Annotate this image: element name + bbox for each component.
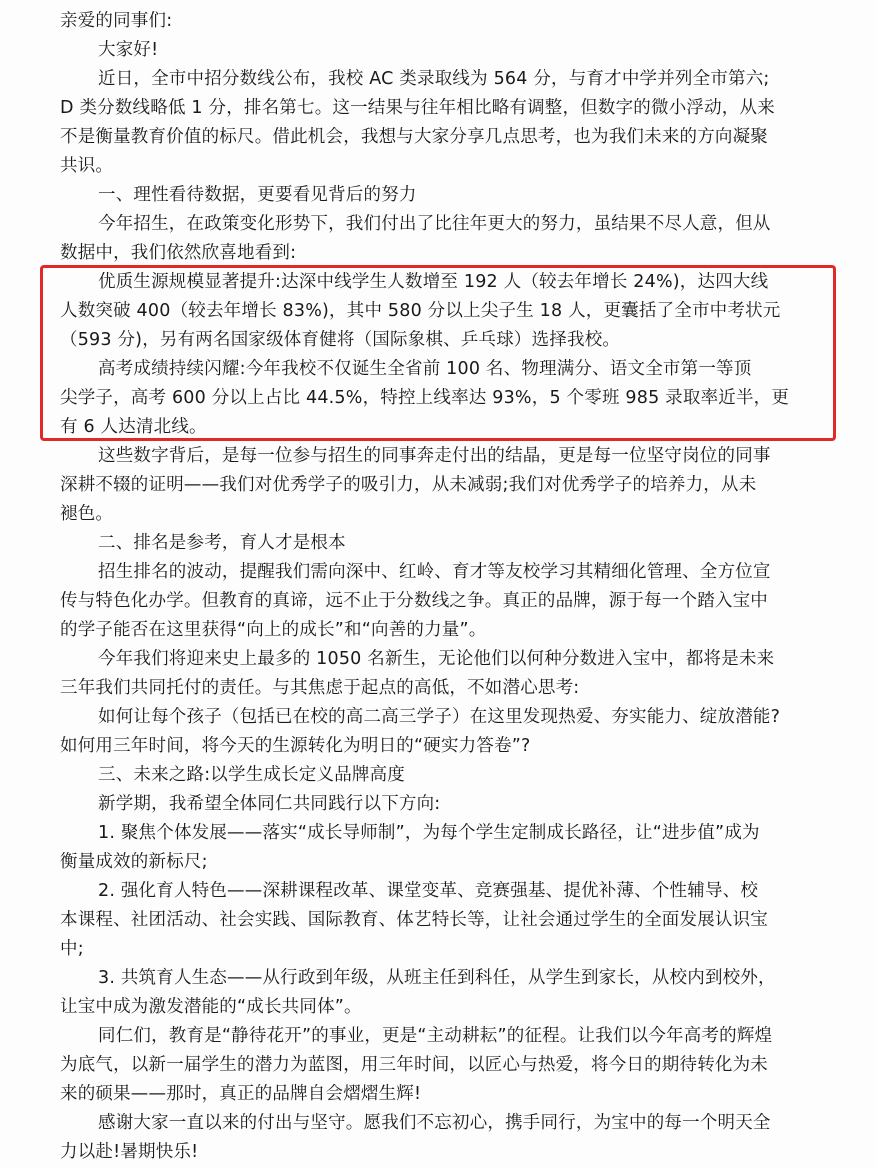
paragraph-line: 深耕不辍的证明——我们对优秀学子的吸引力，从未减弱;我们对优秀学子的培养力，从未 [60,475,757,495]
paragraph-line: 近日，全市中招分数线公布，我校 AC 类录取线为 564 分，与育才中学并列全市第六; [98,69,770,89]
paragraph-line: 来的硕果——那时，真正的品牌自会熠熠生辉! [60,1084,422,1104]
list-item-2-cont: 本课程、社团活动、社会实践、国际教育、体艺特长等，让社会通过学生的全面发展认识宝 [60,910,768,930]
section-heading-1: 一、理性看待数据，更要看见背后的努力 [98,185,417,205]
paragraph-line: 为底气，以新一届学生的潜力为蓝图，用三年时间，以匠心与热爱，将今日的期待转化为未 [60,1055,768,1075]
highlighted-line: 优质生源规模显著提升:达深中线学生人数增至 192 人（较去年增长 24%)，达四大线 [98,272,769,292]
section-heading-3: 三、未来之路:以学生成长定义品牌高度 [98,765,405,785]
paragraph-line: 传与特色化办学。但教育的真谛，远不止于分数线之争。真正的品牌，源于每一个踏入宝中 [60,591,768,611]
list-item-1-cont: 衡量成效的新标尺; [60,852,208,872]
highlighted-line: 人数突破 400（较去年增长 83%)，其中 580 分以上尖子生 18 人，更囊括了全市中考状元 [60,301,781,321]
highlighted-line: 高考成绩持续闪耀:今年我校不仅诞生全省前 100 名、物理满分、语文全市第一等顶 [98,359,752,379]
paragraph-line: 这些数字背后，是每一位参与招生的同事奔走付出的结晶，更是每一位坚守岗位的同事 [98,446,771,466]
paragraph-line: 褪色。 [60,504,114,524]
closing-line: 感谢大家一直以来的付出与坚守。愿我们不忘初心，携手同行，为宝中的每一个明天全 [98,1113,771,1133]
paragraph-line: 如何用三年时间，将今天的生源转化为明日的“硬实力答卷”? [60,736,531,756]
paragraph-line: D 类分数线略低 1 分，排名第七。这一结果与往年相比略有调整，但数字的微小浮动，从来 [60,98,775,118]
closing-line: 力以赴!暑期快乐! [60,1142,199,1162]
list-item-2-cont: 中; [60,939,84,959]
list-item-1: 1. 聚焦个体发展——落实“成长导师制”，为每个学生定制成长路径，让“进步值”成为 [98,823,760,843]
paragraph-line: 新学期，我希望全体同仁共同践行以下方向: [98,794,441,814]
list-item-3: 3. 共筑育人生态——从行政到年级，从班主任到科任，从学生到家长，从校内到校外， [98,968,776,988]
paragraph-line: 不是衡量教育价值的标尺。借此机会，我想与大家分享几点思考，也为我们未来的方向凝聚 [60,127,768,147]
paragraph-line: 的学子能否在这里获得“向上的成长”和“向善的力量”。 [60,620,487,640]
paragraph-line: 招生排名的波动，提醒我们需向深中、红岭、育才等友校学习其精细化管理、全方位宣 [98,562,771,582]
salutation: 亲爱的同事们: [60,11,173,31]
list-item-3-cont: 让宝中成为激发潜能的“成长共同体”。 [60,997,362,1017]
paragraph-line: 三年我们共同托付的责任。与其焦虑于起点的高低，不如潜心思考: [60,678,580,698]
highlighted-line: 尖学子，高考 600 分以上占比 44.5%，特控上线率达 93%，5 个零班 985 录取率近半，更 [60,388,790,408]
greeting: 大家好! [98,40,159,60]
section-heading-2: 二、排名是参考，育人才是根本 [98,533,346,553]
paragraph-line: 今年我们将迎来史上最多的 1050 名新生，无论他们以何种分数进入宝中，都将是未来 [98,649,775,669]
paragraph-line: 数据中，我们依然欣喜地看到: [60,243,297,263]
paragraph-line: 如何让每个孩子（包括已在校的高二高三学子）在这里发现热爱、夯实能力、绽放潜能? [98,707,781,727]
paragraph-line: 同仁们，教育是“静待花开”的事业，更是“主动耕耘”的征程。让我们以今年高考的辉煌 [98,1026,773,1046]
highlighted-line: （593 分)，另有两名国家级体育健将（国际象棋、乒乓球）选择我校。 [60,330,621,350]
paragraph-line: 共识。 [60,156,114,176]
paragraph-line: 今年招生，在政策变化形势下，我们付出了比往年更大的努力，虽结果不尽人意，但从 [98,214,771,234]
highlighted-line: 有 6 人达清北线。 [60,417,207,437]
list-item-2: 2. 强化育人特色——深耕课程改革、课堂变革、竞赛强基、提优补薄、个性辅导、校 [98,881,759,901]
